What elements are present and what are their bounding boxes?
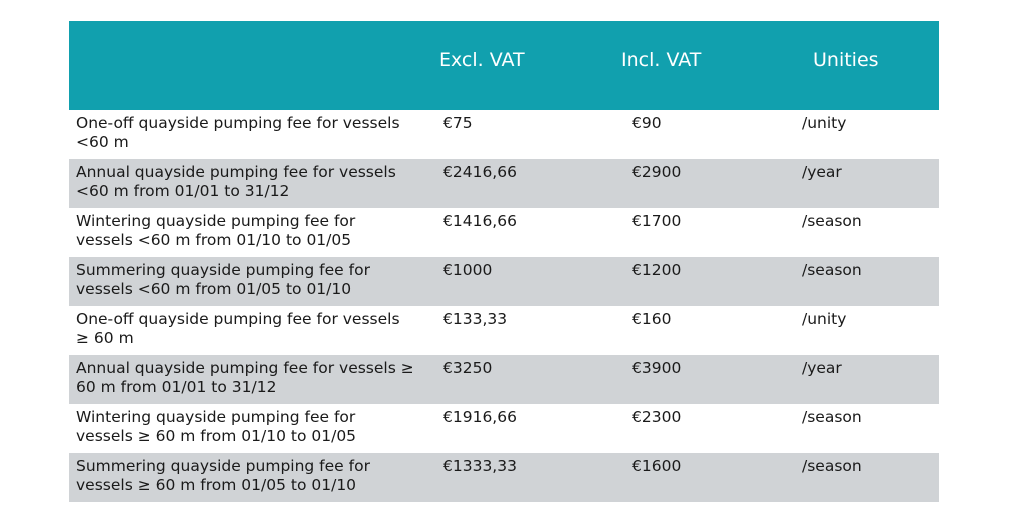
row-description: Summering quayside pumping fee for vessels <60 m from 01/05 to 01/10 (76, 261, 370, 298)
table-row (69, 355, 939, 404)
row-incl-vat: €1200 (632, 261, 682, 279)
row-description: One-off quayside pumping fee for vessels <60 m (76, 114, 400, 151)
row-description: Wintering quayside pumping fee for vessels <60 m from 01/10 to 01/05 (76, 212, 356, 249)
header-unities: Unities (813, 49, 879, 71)
row-description: Summering quayside pumping fee for vessels ≥ 60 m from 01/05 to 01/10 (76, 457, 370, 494)
table-header (69, 21, 939, 110)
row-incl-vat: €2900 (632, 163, 682, 181)
header-excl-vat: Excl. VAT (439, 49, 525, 71)
row-description: Annual quayside pumping fee for vessels <60 m from 01/01 to 31/12 (76, 163, 396, 200)
row-incl-vat: €90 (632, 114, 662, 132)
row-incl-vat: €2300 (632, 408, 682, 426)
row-description: Annual quayside pumping fee for vessels ≥ 60 m from 01/01 to 31/12 (76, 359, 414, 396)
row-excl-vat: €1916,66 (443, 408, 517, 426)
row-unit: /season (802, 457, 862, 475)
table-row (69, 404, 939, 453)
row-description: One-off quayside pumping fee for vessels ≥ 60 m (76, 310, 400, 347)
row-incl-vat: €160 (632, 310, 672, 328)
row-incl-vat: €1700 (632, 212, 682, 230)
table-row (69, 110, 939, 159)
row-excl-vat: €75 (443, 114, 473, 132)
table-row (69, 257, 939, 306)
table-row (69, 159, 939, 208)
row-unit: /year (802, 359, 842, 377)
row-unit: /unity (802, 114, 847, 132)
pricing-table (69, 21, 939, 502)
row-unit: /season (802, 212, 862, 230)
row-unit: /year (802, 163, 842, 181)
row-excl-vat: €133,33 (443, 310, 508, 328)
row-unit: /unity (802, 310, 847, 328)
row-description: Wintering quayside pumping fee for vessels ≥ 60 m from 01/10 to 01/05 (76, 408, 357, 445)
row-excl-vat: €3250 (443, 359, 493, 377)
row-excl-vat: €1333,33 (443, 457, 517, 475)
row-excl-vat: €2416,66 (443, 163, 517, 181)
row-incl-vat: €1600 (632, 457, 682, 475)
row-unit: /season (802, 261, 862, 279)
table-row (69, 453, 939, 502)
table-row (69, 306, 939, 355)
row-excl-vat: €1000 (443, 261, 493, 279)
table-row (69, 208, 939, 257)
row-incl-vat: €3900 (632, 359, 682, 377)
row-excl-vat: €1416,66 (443, 212, 517, 230)
header-incl-vat: Incl. VAT (621, 49, 702, 71)
row-unit: /season (802, 408, 862, 426)
